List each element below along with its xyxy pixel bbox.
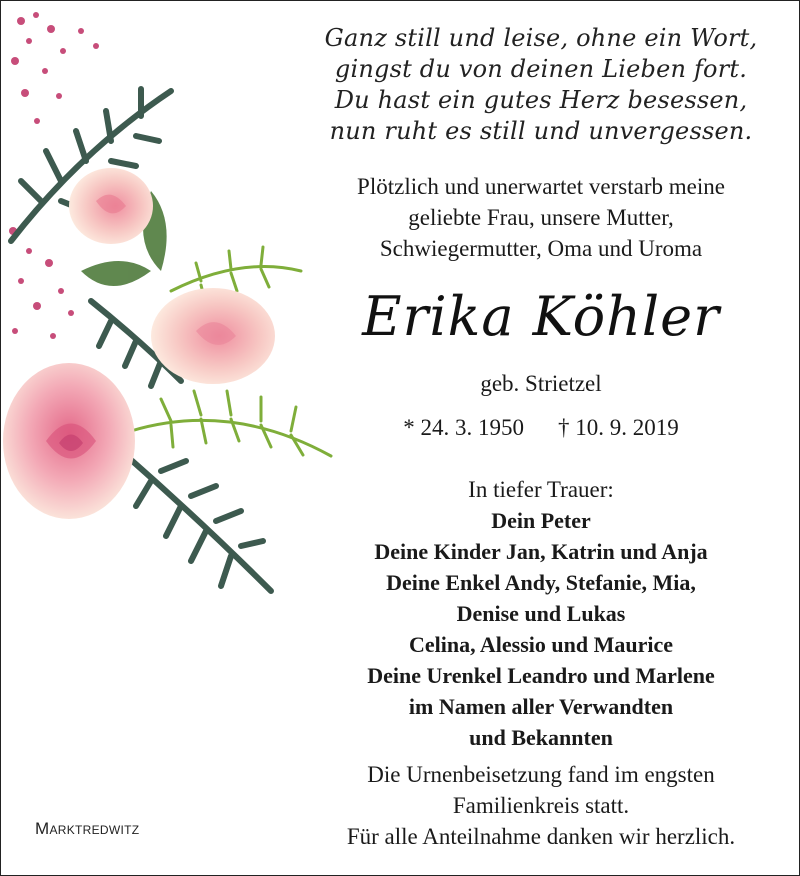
poem-line: nun ruht es still und unvergessen.: [329, 117, 753, 145]
death-date: † 10. 9. 2019: [558, 415, 679, 440]
heather-sprigs: [9, 12, 99, 339]
intro-line: Schwiegermutter, Oma und Uroma: [379, 236, 703, 261]
maiden-name: geb. Strietzel: [480, 371, 602, 396]
notice-line: Familienkreis statt.: [452, 793, 630, 818]
rose-top: [69, 168, 153, 244]
birth-date: * 24. 3. 1950: [403, 415, 524, 440]
mourner-line: Deine Enkel Andy, Stefanie, Mia,: [386, 570, 696, 595]
mourner-line: und Bekannten: [469, 725, 613, 750]
mourners-list: [311, 505, 771, 753]
mourner-line: Deine Urenkel Leandro und Marlene: [367, 663, 715, 688]
location-label: Marktredwitz: [35, 819, 140, 838]
mourner-line: Celina, Alessio und Maurice: [408, 632, 673, 657]
life-dates: [311, 413, 771, 443]
rose-large: [3, 363, 135, 519]
rose-middle: [151, 288, 275, 384]
deceased-name: Erika Köhler: [362, 285, 720, 348]
death-announcement-text: [311, 171, 771, 264]
notice-line: Die Urnenbeisetzung fand im engsten: [367, 762, 715, 787]
notice-line: Für alle Anteilnahme danken wir herzlich.: [346, 824, 736, 849]
poem-line: Ganz still und leise, ohne ein Wort,: [324, 24, 758, 52]
funeral-notice: [311, 759, 771, 852]
poem-line: Du hast ein gutes Herz besessen,: [334, 86, 748, 114]
intro-line: Plötzlich und unerwartet verstarb meine: [357, 174, 725, 199]
mourner-line: Dein Peter: [491, 508, 591, 533]
mourner-line: im Namen aller Verwandten: [408, 694, 674, 719]
intro-line: geliebte Frau, unsere Mutter,: [408, 205, 674, 230]
mourner-line: Denise und Lukas: [456, 601, 626, 626]
memorial-poem: [311, 23, 771, 147]
poem-line: gingst du von deinen Lieben fort.: [334, 55, 748, 83]
mourner-line: Deine Kinder Jan, Katrin und Anja: [374, 539, 708, 564]
mourners-heading: In tiefer Trauer:: [468, 477, 614, 502]
floral-arrangement-illustration: [1, 1, 351, 621]
